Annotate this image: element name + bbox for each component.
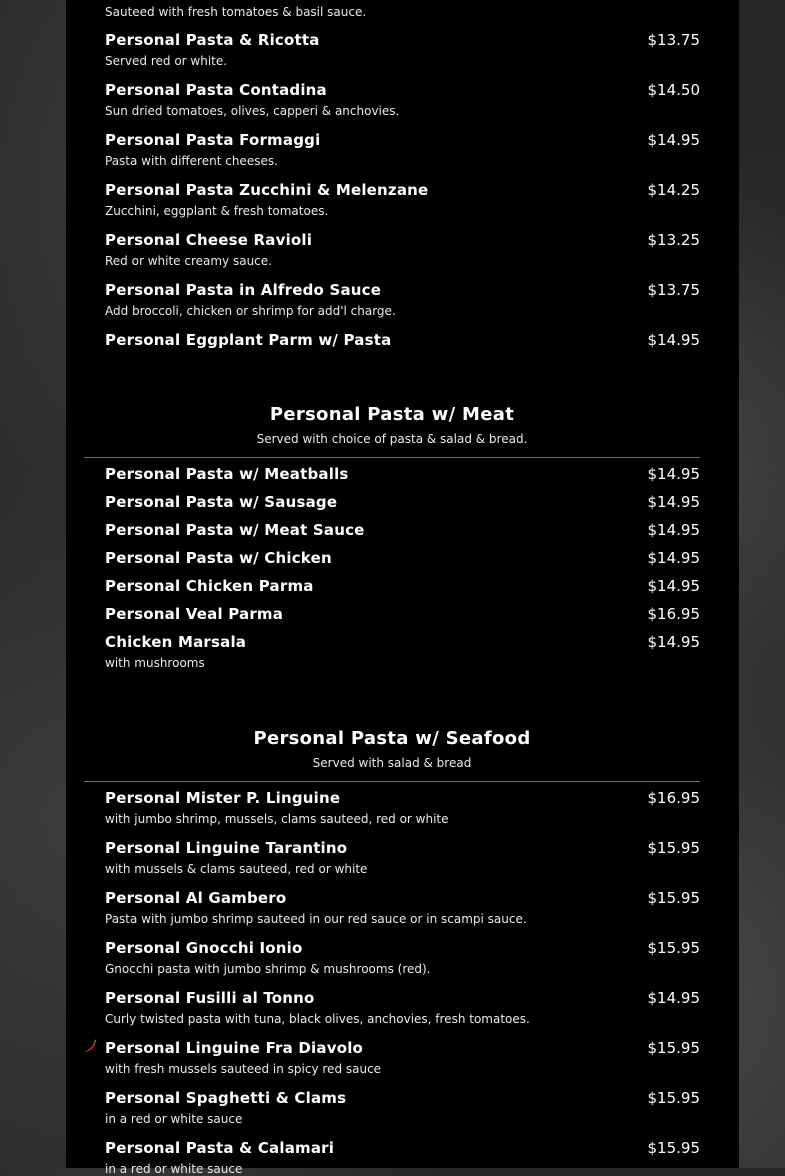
item-name: Personal Pasta Contadina <box>105 81 327 99</box>
item-description: with fresh mussels sauteed in spicy red sauce <box>105 1062 382 1076</box>
item-name: Personal Veal Parma <box>105 605 284 623</box>
item-description: Sauteed with fresh tomatoes & basil sauce. <box>105 5 367 19</box>
item-price: $14.95 <box>647 633 700 651</box>
item-description: Gnocchi pasta with jumbo shrimp & mushrooms (red). <box>105 962 431 976</box>
item-price: $15.95 <box>647 939 700 957</box>
item-description: Sun dried tomatoes, olives, capperi & anchovies. <box>105 104 400 118</box>
item-description: Add broccoli, chicken or shrimp for add'l charge. <box>105 304 396 318</box>
item-description: Curly twisted pasta with tuna, black olives, anchovies, fresh tomatoes. <box>105 1012 530 1026</box>
chili-pepper-icon <box>83 1038 99 1054</box>
item-price: $15.95 <box>647 1089 700 1107</box>
item-name: Personal Linguine Tarantino <box>105 839 348 857</box>
item-description: in a red or white sauce <box>105 1162 243 1176</box>
item-price: $14.50 <box>647 81 700 99</box>
item-name: Personal Mister P. Linguine <box>105 789 341 807</box>
item-price: $14.95 <box>647 549 700 567</box>
item-price: $13.75 <box>647 31 700 49</box>
item-name: Personal Pasta & Calamari <box>105 1139 335 1157</box>
item-name: Personal Eggplant Parm w/ Pasta <box>105 331 392 349</box>
item-name: Personal Linguine Fra Diavolo <box>105 1039 364 1057</box>
item-name: Personal Fusilli al Tonno <box>105 989 315 1007</box>
item-price: $16.95 <box>647 605 700 623</box>
item-price: $13.75 <box>647 281 700 299</box>
item-name: Personal Spaghetti & Clams <box>105 1089 347 1107</box>
section-subtitle: Served with salad & bread <box>312 756 472 770</box>
item-price: $16.95 <box>647 789 700 807</box>
item-name: Personal Gnocchi Ionio <box>105 939 303 957</box>
item-name: Personal Chicken Parma <box>105 577 314 595</box>
item-price: $13.25 <box>647 231 700 249</box>
item-price: $14.95 <box>647 131 700 149</box>
section-divider <box>84 781 700 782</box>
item-price: $15.95 <box>647 839 700 857</box>
item-price: $14.95 <box>647 331 700 349</box>
item-name: Personal Pasta w/ Meatballs <box>105 465 349 483</box>
item-price: $14.25 <box>647 181 700 199</box>
item-description: Red or white creamy sauce. <box>105 254 272 268</box>
item-description: Zucchini, eggplant & fresh tomatoes. <box>105 204 329 218</box>
item-description: Pasta with jumbo shrimp sauteed in our red sauce or in scampi sauce. <box>105 912 527 926</box>
item-name: Personal Pasta w/ Chicken <box>105 549 332 567</box>
section-title: Personal Pasta w/ Seafood <box>253 728 531 749</box>
item-name: Personal Pasta & Ricotta <box>105 31 320 49</box>
item-price: $14.95 <box>647 989 700 1007</box>
item-name: Personal Pasta Zucchini & Melenzane <box>105 181 429 199</box>
item-name: Personal Pasta in Alfredo Sauce <box>105 281 382 299</box>
item-name: Personal Pasta w/ Sausage <box>105 493 338 511</box>
item-price: $14.95 <box>647 465 700 483</box>
item-name: Personal Al Gambero <box>105 889 287 907</box>
item-name: Personal Cheese Ravioli <box>105 231 313 249</box>
section-divider <box>84 457 700 458</box>
item-description: Pasta with different cheeses. <box>105 154 278 168</box>
item-description: with jumbo shrimp, mussels, clams sauteed, red or white <box>105 812 449 826</box>
item-price: $15.95 <box>647 1039 700 1057</box>
section-title: Personal Pasta w/ Meat <box>269 404 515 425</box>
item-name: Chicken Marsala <box>105 633 247 651</box>
item-price: $15.95 <box>647 889 700 907</box>
item-price: $14.95 <box>647 577 700 595</box>
item-description: with mushrooms <box>105 656 205 670</box>
menu-panel <box>66 0 739 1176</box>
item-price: $14.95 <box>647 493 700 511</box>
section-subtitle: Served with choice of pasta & salad & bread. <box>256 432 528 446</box>
item-price: $14.95 <box>647 521 700 539</box>
item-price: $15.95 <box>647 1139 700 1157</box>
item-name: Personal Pasta w/ Meat Sauce <box>105 521 365 539</box>
item-description: in a red or white sauce <box>105 1112 243 1126</box>
item-description: Served red or white. <box>105 54 228 68</box>
item-name: Personal Pasta Formaggi <box>105 131 321 149</box>
item-description: with mussels & clams sauteed, red or white <box>105 862 368 876</box>
